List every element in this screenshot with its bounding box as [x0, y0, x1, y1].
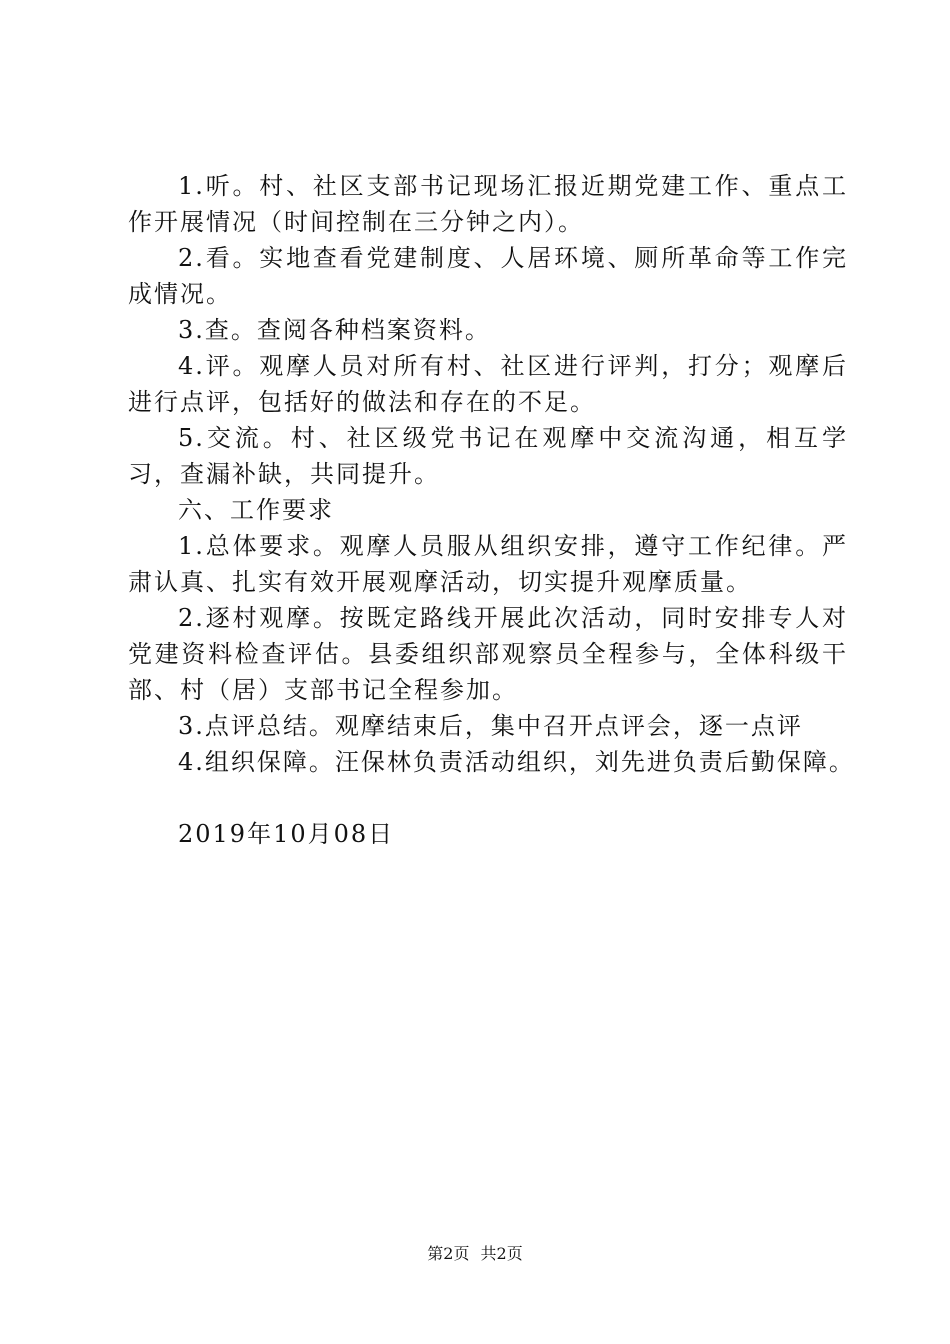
- section-heading-work-requirements: 六、工作要求: [178, 496, 334, 524]
- paragraph-village-observation: 2.逐村观摩。按既定路线开展此次活动，同时安排专人对党建资料检查评估。县委组织部观察员全程参与，全体科级干部、村（居）支部书记全程参加。: [128, 604, 848, 704]
- paragraph-check: 3.查。查阅各种档案资料。: [178, 316, 491, 344]
- document-body: [128, 168, 855, 852]
- paragraph-general-requirements: 1.总体要求。观摩人员服从组织安排，遵守工作纪律。严肃认真、扎实有效开展观摩活动，切实提升观摩质量。: [128, 532, 848, 596]
- document-date: 2019年10月08日: [178, 820, 395, 848]
- paragraph-listen: 1.听。村、社区支部书记现场汇报近期党建工作、重点工作开展情况（时间控制在三分钟之内）。: [128, 172, 848, 236]
- page-number: 第2页: [427, 1244, 470, 1263]
- paragraph-look: 2.看。实地查看党建制度、人居环境、厕所革命等工作完成情况。: [128, 244, 848, 308]
- page-total: 共2页: [480, 1244, 523, 1263]
- paragraph-exchange: 5.交流。村、社区级党书记在观摩中交流沟通，相互学习，查漏补缺，共同提升。: [128, 424, 848, 488]
- paragraph-review-summary: 3.点评总结。观摩结束后，集中召开点评会，逐一点评: [178, 712, 803, 740]
- page-footer: [0, 1244, 950, 1264]
- paragraph-organization-support: 4.组织保障。汪保林负责活动组织，刘先进负责后勤保障。: [178, 748, 855, 776]
- paragraph-evaluate: 4.评。观摩人员对所有村、社区进行评判，打分；观摩后进行点评，包括好的做法和存在的不足。: [128, 352, 848, 416]
